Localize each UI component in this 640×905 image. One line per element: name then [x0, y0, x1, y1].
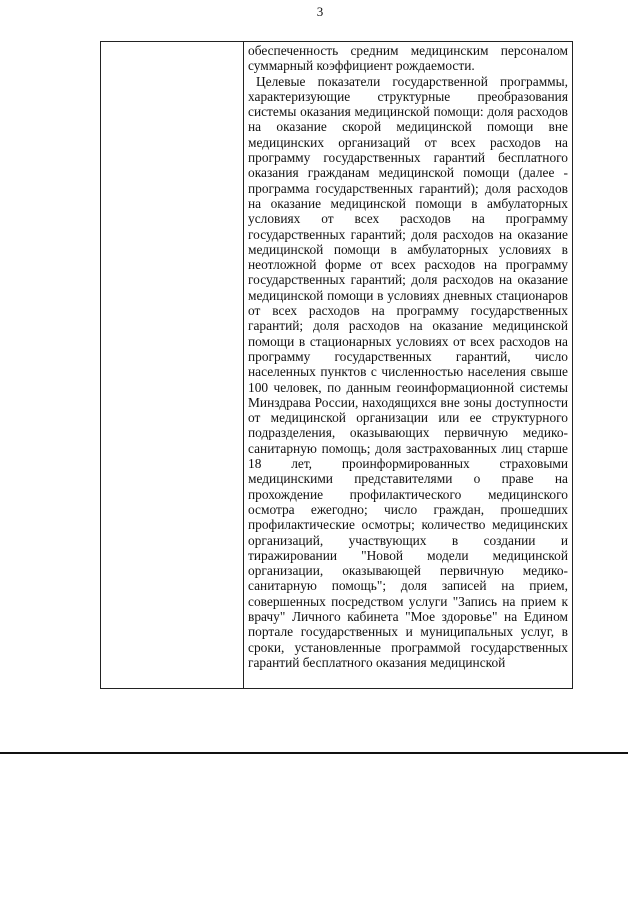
content-table [100, 41, 573, 689]
page-number: 3 [316, 4, 324, 19]
table-right-cell [248, 43, 568, 670]
paragraph-continuation: обеспеченность средним медицинским персоналом суммарный коэффициент рождаемости. [248, 43, 568, 74]
footer-divider [0, 752, 628, 754]
column-divider [243, 42, 244, 688]
paragraph-target-indicators: Целевые показатели государственной программы, характеризующие структурные преобразования системы оказания медицинской помощи: доля расходов на оказание скорой медицинской помощи вне медицинских организаций от всех расходов на программу государственных гарантий бесплатного оказания гражданам медицинской помощи (далее - программа государственных гарантий); доля расходов на оказание медицинской помощи в амбулаторных условиях от всех расходов на программу государственных гарантий; доля расходов на оказание медицинской помощи в амбулаторных условиях в неотложной форме от всех расходов на программу государственных гарантий; доля расходов на оказание медицинской помощи в условиях дневных стационаров от всех расходов на программу государственных гарантий; доля расходов на оказание медицинской помощи в стационарных условиях от всех расходов на программу государственных гарантий, число населенных пунктов с численностью населения свыше 100 человек, по данным геоинформационной системы Минздрава России, находящихся вне зоны доступности от медицинской организации или ее структурного подразделения, оказывающих первичную медико-санитарную помощь; доля застрахованных лиц старше 18 лет, проинформированных страховыми медицинскими представителями о праве на прохождение профилактического медицинского осмотра ежегодно; число граждан, прошедших профилактические осмотры; количество медицинских организаций, участвующих в создании и тиражировании "Новой модели медицинской организации, оказывающей первичную медико-санитарную помощь"; доля записей на прием, совершенных посредством услуги "Запись на прием к врачу" Личного кабинета "Мое здоровье" на Едином портале государственных и муниципальных услуг, в сроки, установленные программой государственных гарантий бесплатного оказания медицинской [248, 73, 568, 670]
table-left-cell [101, 42, 243, 688]
